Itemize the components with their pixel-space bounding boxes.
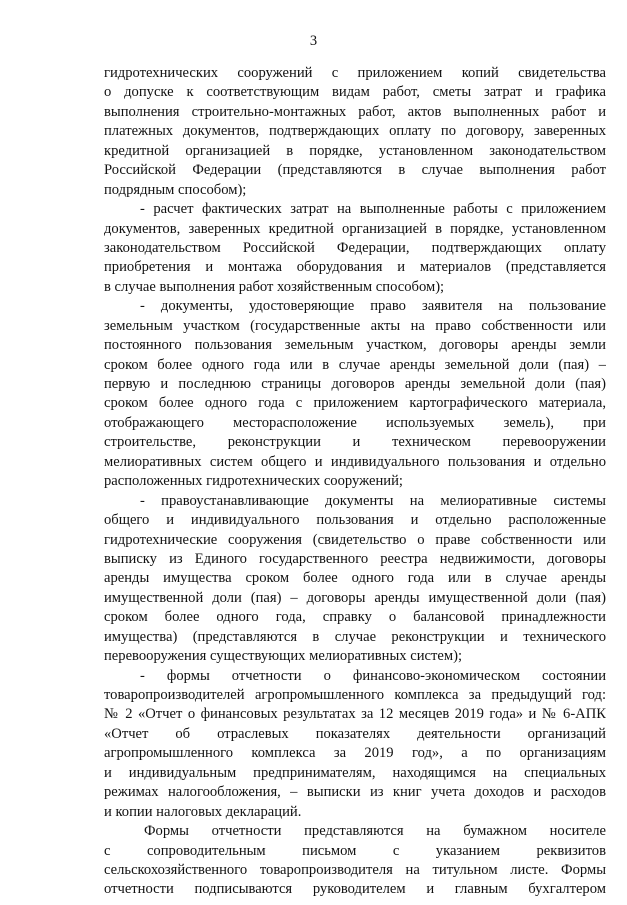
- text-line: аренды имущества сроком более одного года или в случае аренды: [104, 570, 606, 587]
- text-line: приобретения и монтажа оборудования и материалов (представляется: [104, 259, 606, 276]
- text-line: гидротехнических сооружений с приложением копий свидетельства: [104, 65, 606, 81]
- text-line: и индивидуальным предпринимателям, находящимся на специальных: [104, 764, 606, 781]
- text-line: о допуске к соответствующим видам работ, сметы затрат и графика: [104, 84, 606, 101]
- text-line: сроком более одного года, справку о балансовой принадлежности: [104, 609, 606, 626]
- text-line: строительстве, реконструкции и техническом перевооружении: [104, 434, 606, 451]
- text-line: первую и последнюю страницы договоров аренды земельной доли (пая): [104, 376, 606, 392]
- text-line: имущественной доли (пая) – договоры аренды имущественной доли (пая): [104, 589, 606, 606]
- text-line: выполнения строительно-монтажных работ, актов выполненных работ и: [104, 103, 606, 120]
- text-line: Формы отчетности представляются на бумажном носителе: [144, 823, 606, 840]
- text-line: мелиоративных систем общего и индивидуального пользования и отдельно: [104, 453, 606, 470]
- text-line: общего и индивидуального пользования и отдельно расположенные: [104, 512, 606, 529]
- text-line: «Отчет об отраслевых показателях деятельности организаций: [104, 725, 606, 742]
- text-line: агропромышленного комплекса за 2019 год», а по организациям: [104, 745, 606, 762]
- text-line: выписку из Единого государственного реестра недвижимости, договоры: [104, 550, 606, 567]
- text-line: - расчет фактических затрат на выполненные работы с приложением: [140, 201, 606, 218]
- text-line: сроком более одного года или в случае аренды земельной доли (пая) –: [104, 356, 606, 373]
- text-line: земельным участком (государственные акты на право собственности или: [104, 317, 606, 334]
- text-line: с сопроводительным письмом с указанием реквизитов: [104, 842, 606, 859]
- text-line: платежных документов, подтверждающих оплату по договору, заверенных: [104, 123, 606, 140]
- text-line: сроком более одного года с приложением картографического материала,: [104, 395, 606, 412]
- text-line: документов, заверенных кредитной организацией в порядке, установленном: [104, 220, 606, 237]
- text-line: - формы отчетности о финансово-экономическом состоянии: [140, 667, 606, 684]
- text-line: № 2 «Отчет о финансовых результатах за 12 месяцев 2019 года» и № 6-АПК: [104, 706, 606, 723]
- text-line: расположенных гидротехнических сооружений;: [104, 473, 403, 490]
- text-line: перевооружения существующих мелиоративных систем);: [104, 648, 463, 665]
- text-line: Российской Федерации (представляются в случае выполнения работ: [104, 162, 606, 179]
- text-line: постоянного пользования земельным участком, договоры аренды земли: [104, 337, 606, 354]
- text-line: товаропроизводителей агропромышленного комплекса за предыдущий год:: [104, 687, 606, 703]
- text-line: в случае выполнения работ хозяйственным способом);: [104, 278, 445, 295]
- text-line: законодательством Российской Федерации, подтверждающих оплату: [104, 239, 606, 256]
- text-line: кредитной организацией в порядке, установленном законодательством: [104, 142, 606, 159]
- text-line: гидротехнические сооружения (свидетельство о праве собственности или: [104, 531, 606, 548]
- text-line: отчетности подписываются руководителем и главным бухгалтером: [104, 881, 606, 898]
- text-line: - правоустанавливающие документы на мелиоративные системы: [140, 492, 606, 509]
- text-line: режимах налогообложения, – выписки из книг учета доходов и расходов: [104, 784, 606, 801]
- text-line: сельскохозяйственного товаропроизводителя на титульном листе. Формы: [104, 861, 606, 878]
- body-text: [104, 64, 606, 900]
- text-line: имущества) (представляются в случае реконструкции и технического: [104, 628, 606, 645]
- text-line: - документы, удостоверяющие право заявителя на пользование: [140, 298, 606, 315]
- text-line: отображающего месторасположение используемых земель), при: [104, 414, 606, 431]
- page-number: 3: [309, 33, 318, 49]
- text-line: и копии налоговых деклараций.: [104, 803, 302, 820]
- text-line: подрядным способом);: [104, 181, 247, 198]
